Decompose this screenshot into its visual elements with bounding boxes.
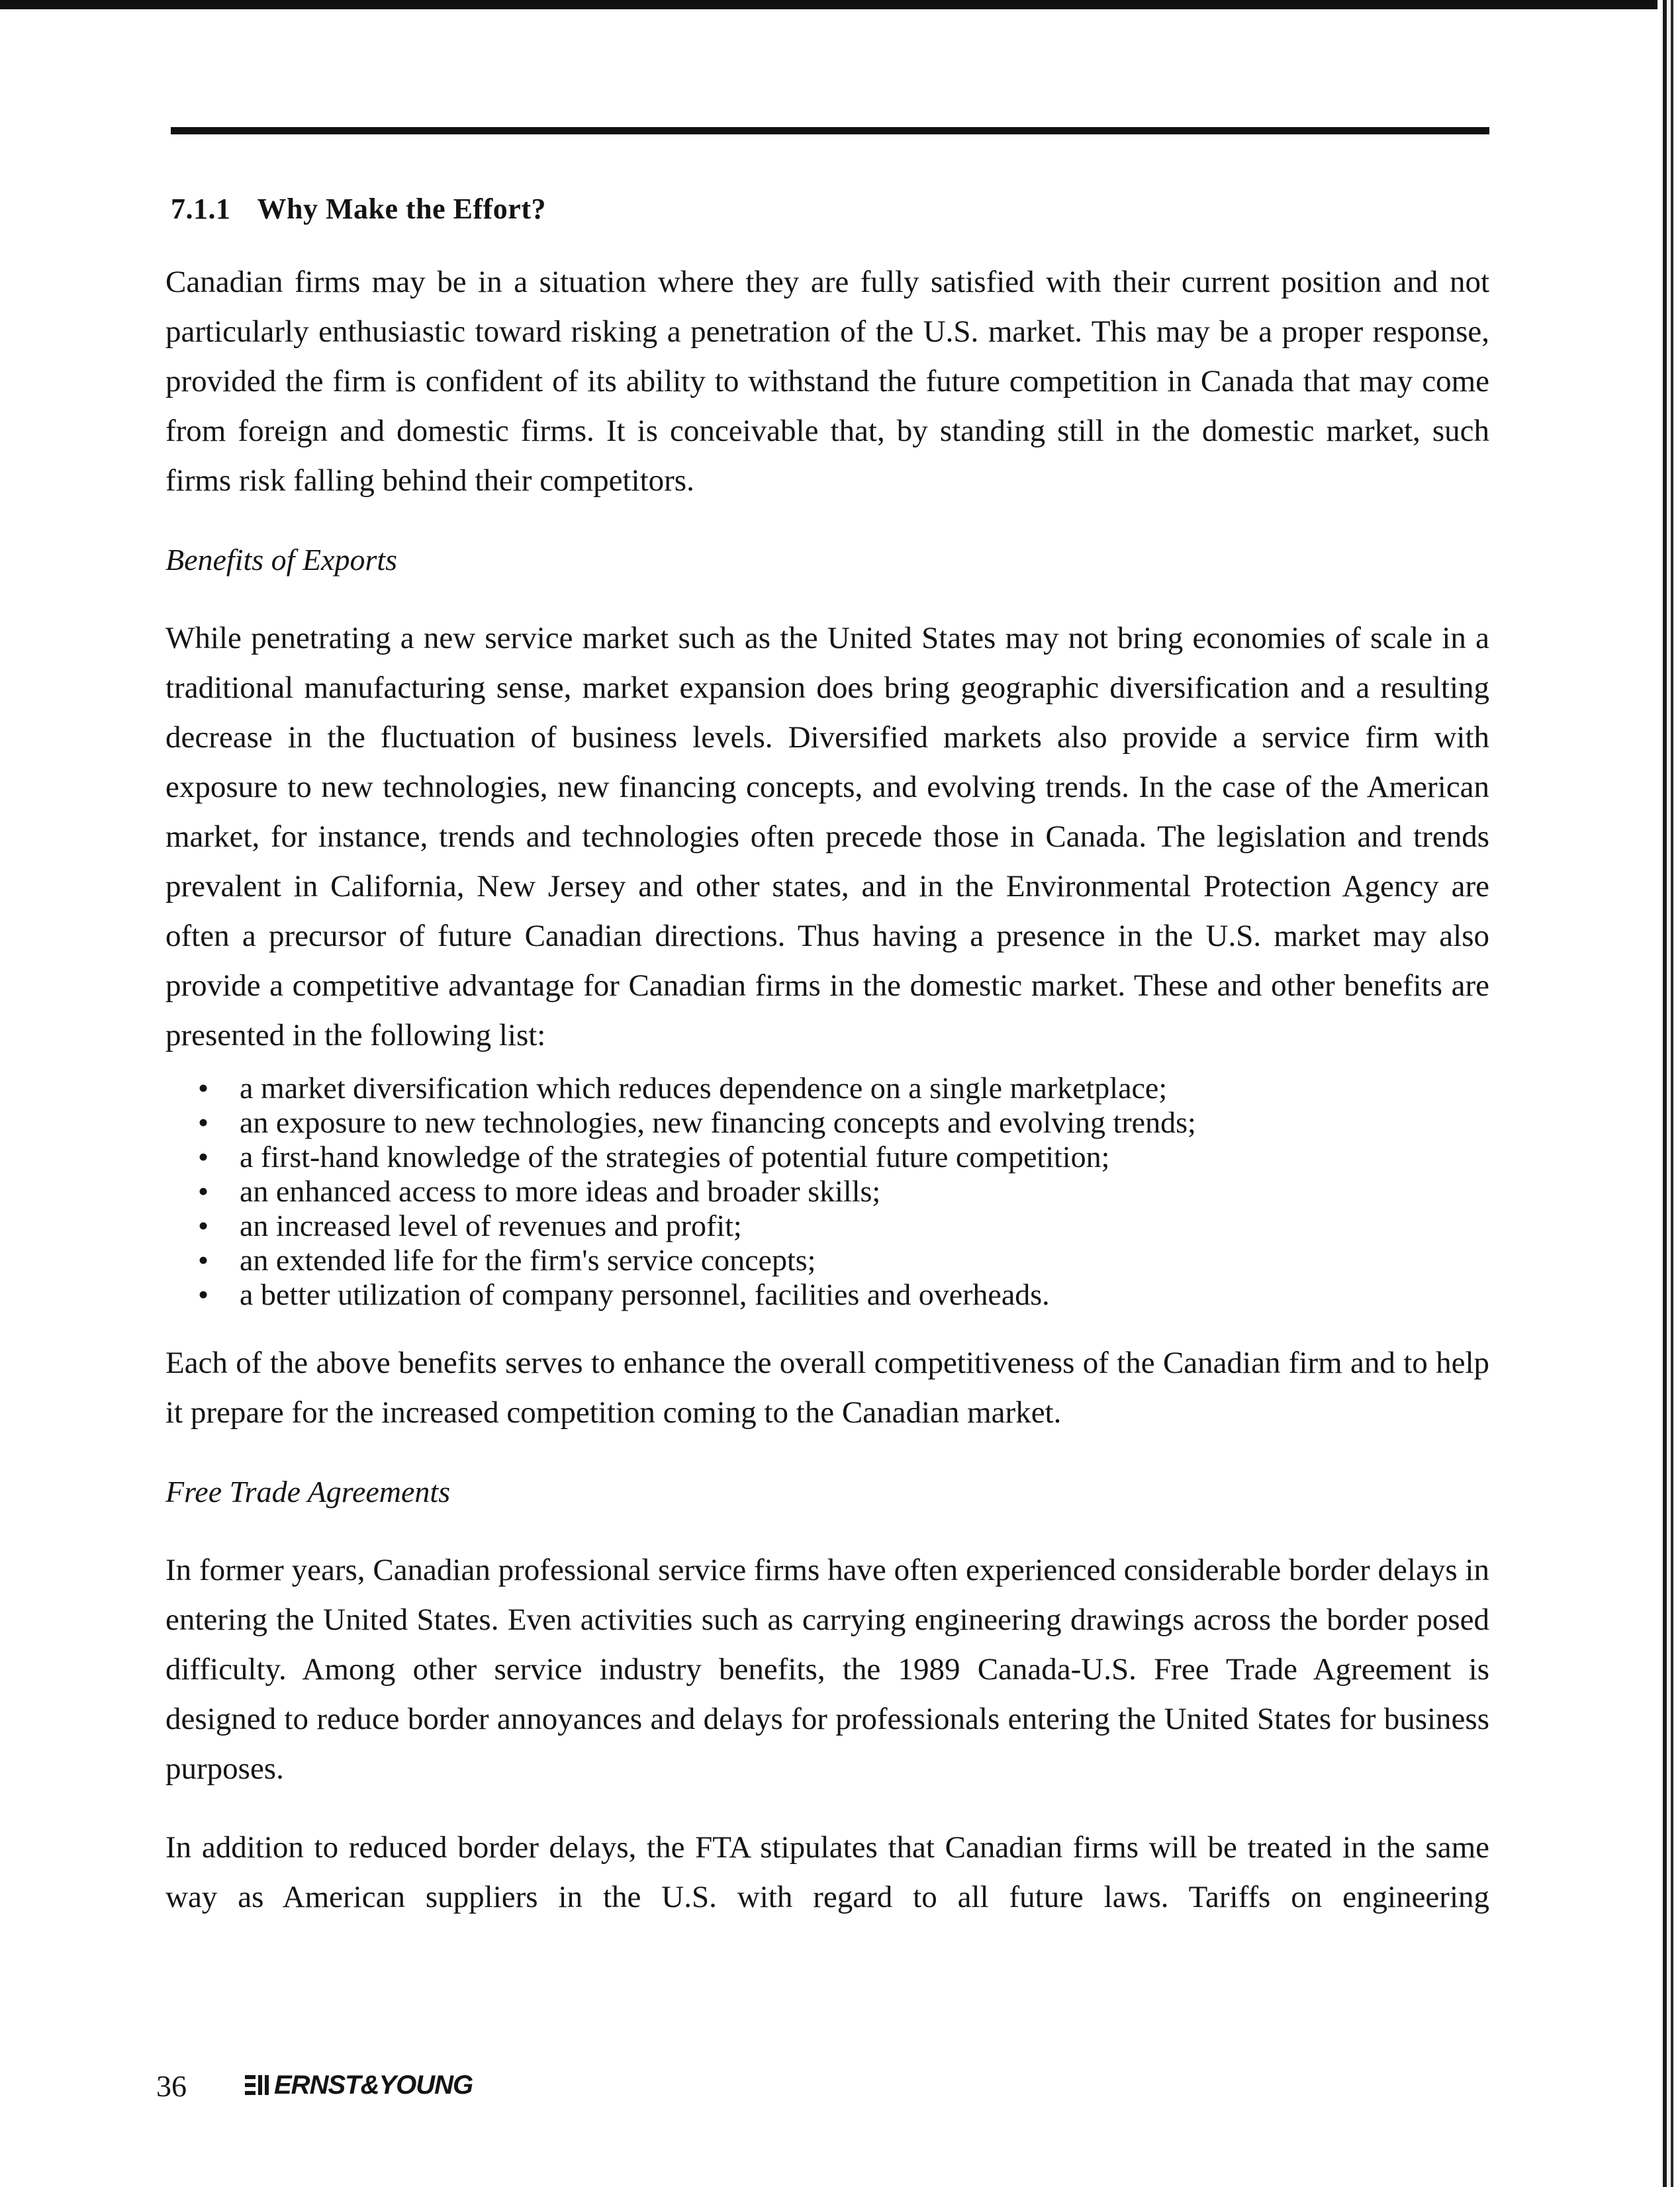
list-item-text: a first-hand knowledge of the strategies of potential future competition; (240, 1140, 1110, 1174)
bullet-icon: • (197, 1105, 209, 1139)
scan-top-edge (0, 0, 1680, 9)
logo-text: ERNST&YOUNG (274, 2070, 473, 2100)
benefits-summary-paragraph: Each of the above benefits serves to enhance the overall competitiveness of the Canadian firm and to help it prepare for the increased competition coming to the Canadian market. (165, 1346, 1489, 1430)
fta-paragraph-1: In former years, Canadian professional service firms have often experienced considerable border delays in entering the United States. Even activities such as carrying engineering drawings across the border posed difficulty. Among other service industry benefits, the 1989 Canada-U.S. Free Trade Agreement is designed to reduce border annoyances and delays for professionals entering the United States for business purposes. (165, 1553, 1489, 1786)
section-number: 7.1.1 (171, 193, 231, 225)
logo-mark-icon (244, 2074, 270, 2096)
fta-subheading: Free Trade Agreements (165, 1475, 451, 1509)
list-item-text: an enhanced access to more ideas and broader skills; (240, 1174, 881, 1208)
bullet-icon: • (197, 1278, 209, 1311)
fta-paragraph-2: In addition to reduced border delays, the FTA stipulates that Canadian firms will be treated in the same way as American suppliers in the U.S. with regard to all future laws. Tariffs on engineering (165, 1830, 1489, 1914)
scan-binding-edge (1657, 0, 1680, 2187)
bullet-icon: • (197, 1174, 209, 1208)
ernst-young-logo (244, 2071, 473, 2100)
list-item-text: an increased level of revenues and profit; (240, 1209, 742, 1242)
list-item (165, 1174, 1489, 1209)
list-item-text: an extended life for the firm's service concepts; (240, 1243, 816, 1277)
list-item-text: a better utilization of company personnel, facilities and overheads. (240, 1278, 1050, 1311)
benefits-subheading: Benefits of Exports (165, 543, 398, 577)
bullet-icon: • (197, 1140, 209, 1174)
list-item (165, 1278, 1489, 1312)
list-item (165, 1140, 1489, 1174)
header-rule (171, 127, 1489, 134)
list-item (165, 1105, 1489, 1140)
list-item-text: a market diversification which reduces dependence on a single marketplace; (240, 1071, 1168, 1105)
section-heading (171, 192, 1489, 226)
page-footer (156, 2069, 473, 2108)
benefits-paragraph: While penetrating a new service market such as the United States may not bring economies of scale in a traditional manufacturing sense, market expansion does bring geographic diversification and a resulting decrease in the fluctuation of business levels. Diversified markets also provide a service firm with exposure to new technologies, new financing concepts, and evolving trends. In the case of the American market, for instance, trends and technologies often precede those in Canada. The legislation and trends prevalent in California, New Jersey and other states, and in the Environmental Protection Agency are often a precursor of future Canadian directions. Thus having a presence in the U.S. market may also provide a competitive advantage for Canadian firms in the domestic market. These and other benefits are presented in the following list: (165, 621, 1489, 1052)
document-body (165, 192, 1489, 1951)
bullet-icon: • (197, 1243, 209, 1277)
bullet-icon: • (197, 1209, 209, 1242)
list-item (165, 1071, 1489, 1105)
section-title: Why Make the Effort? (257, 193, 546, 225)
bullet-icon: • (197, 1071, 209, 1105)
list-item-text: an exposure to new technologies, new financing concepts and evolving trends; (240, 1105, 1196, 1139)
intro-paragraph: Canadian firms may be in a situation where they are fully satisfied with their current position and not particularly enthusiastic toward risking a penetration of the U.S. market. This may be a proper response, provided the firm is confident of its ability to withstand the future competition in Canada that may come from foreign and domestic firms. It is conceivable that, by standing still in the domestic market, such firms risk falling behind their competitors. (165, 265, 1489, 498)
list-item (165, 1243, 1489, 1278)
list-item (165, 1209, 1489, 1243)
page-number: 36 (156, 2069, 187, 2103)
benefits-list (165, 1071, 1489, 1312)
